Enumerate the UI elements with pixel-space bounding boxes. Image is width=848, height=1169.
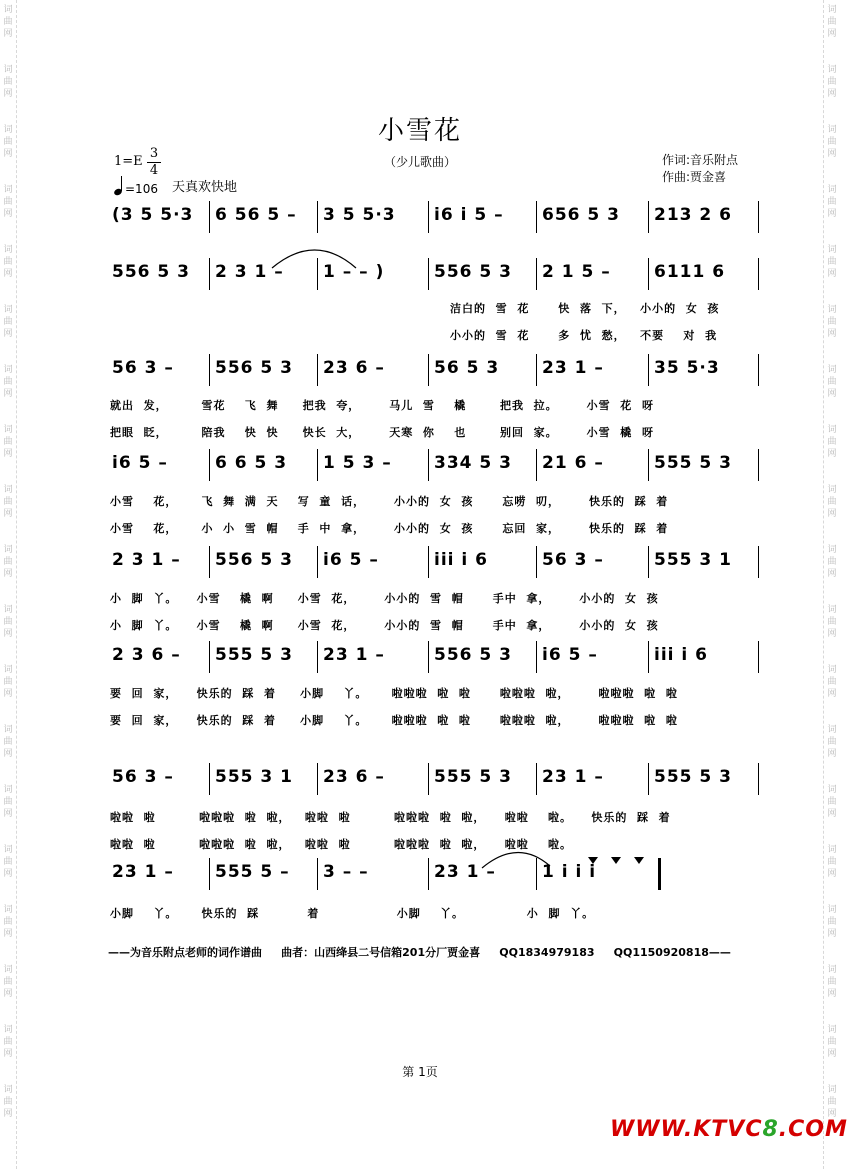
watermark-unit: 词 曲 网 xyxy=(827,845,837,879)
watermark-unit: 词 曲 网 xyxy=(3,965,13,999)
watermark-unit: 词 曲 网 xyxy=(827,185,837,219)
watermark-unit: 词 曲 网 xyxy=(3,485,13,519)
measure: 555 5 – xyxy=(215,862,290,882)
watermark-unit: 词 曲 网 xyxy=(827,5,837,39)
lyric-line: 把眼 眨， 陪我 快 快 快长 大， 天寒 你 也 别回 家。 小雪 橇 呀 xyxy=(110,426,654,439)
watermark-unit: 词 曲 网 xyxy=(3,425,13,459)
watermark-unit: 词 曲 网 xyxy=(827,545,837,579)
lyric-line: 啦啦 啦 啦啦啦 啦 啦， 啦啦 啦 啦啦啦 啦 啦， 啦啦 啦。 xyxy=(110,838,573,851)
measure: 334 5 3 xyxy=(434,453,512,473)
watermark-unit: 词 曲 网 xyxy=(3,125,13,159)
measure: 3 – – xyxy=(323,862,369,882)
measure: 555 5 3 xyxy=(434,767,512,787)
measure: 555 5 3 xyxy=(215,645,293,665)
watermark-unit: 词 曲 网 xyxy=(827,65,837,99)
measure: 1 i i i xyxy=(542,862,597,882)
measure: i6 5 – xyxy=(323,550,379,570)
page-number: 第 1页 xyxy=(402,1065,438,1079)
measure: 555 3 1 xyxy=(215,767,293,787)
meter-top: 3 xyxy=(149,146,159,161)
measure: 23 1 – xyxy=(542,767,604,787)
measure: 23 1 – xyxy=(112,862,174,882)
lyric-line: 啦啦 啦 啦啦啦 啦 啦， 啦啦 啦 啦啦啦 啦 啦， 啦啦 啦。 快乐的 踩 着 xyxy=(110,811,671,824)
watermark-unit: 词 曲 网 xyxy=(3,545,13,579)
measure: 656 5 3 xyxy=(542,205,620,225)
lyric-line: 小 脚 丫。 小雪 橇 啊 小雪 花， 小小的 雪 帽 手中 拿， 小小的 女 孩 xyxy=(110,592,659,605)
measure: 556 5 3 xyxy=(215,358,293,378)
watermark-unit: 词 曲 网 xyxy=(827,725,837,759)
measure: 35 5·3 xyxy=(654,358,720,378)
measure: 56 5 3 xyxy=(434,358,500,378)
measure: 23 1 – xyxy=(542,358,604,378)
measure: 555 5 3 xyxy=(654,767,732,787)
lyric-line: 小脚 丫。 快乐的 踩 着 小脚 丫。 小 脚 丫。 xyxy=(110,907,595,920)
watermark-unit: 词 曲 网 xyxy=(3,665,13,699)
footer-note: ——为音乐附点老师的词作谱曲 曲者：山西绛县二号信箱201分厂贾金喜 QQ1834979183 QQ1150920818—— xyxy=(108,946,731,959)
lyric-line: 要 回 家， 快乐的 踩 着 小脚 丫。 啦啦啦 啦 啦 啦啦啦 啦， 啦啦啦 啦 啦 xyxy=(110,687,678,700)
measure: i6 5 – xyxy=(112,453,168,473)
watermark-unit: 词 曲 网 xyxy=(827,965,837,999)
measure: 213 2 6 xyxy=(654,205,732,225)
watermark-unit: 词 曲 网 xyxy=(827,365,837,399)
measure: 23 1 – xyxy=(434,862,496,882)
measure: 2 3 1 – xyxy=(112,550,181,570)
measure: 6111 6 xyxy=(654,262,726,282)
measure: iii i 6 xyxy=(434,550,488,570)
slur-row2 xyxy=(272,250,356,268)
measure: 556 5 3 xyxy=(112,262,190,282)
watermark-unit: 词 曲 网 xyxy=(827,305,837,339)
measure: (3 5 5·3 xyxy=(112,205,194,225)
watermark-unit: 词 曲 网 xyxy=(3,5,13,39)
measure: 23 1 – xyxy=(323,645,385,665)
measure: 1 5 3 – xyxy=(323,453,392,473)
measure: 1 – – ) xyxy=(323,262,385,282)
watermark-unit: 词 曲 网 xyxy=(827,785,837,819)
measure: 556 5 3 xyxy=(434,262,512,282)
measure: 2 1 5 – xyxy=(542,262,611,282)
measure: iii i 6 xyxy=(654,645,708,665)
measure: 6 56 5 – xyxy=(215,205,297,225)
measure: 556 5 3 xyxy=(434,645,512,665)
watermark-unit: 词 曲 网 xyxy=(3,845,13,879)
measure: 555 3 1 xyxy=(654,550,732,570)
watermark-unit: 词 曲 网 xyxy=(3,1085,13,1119)
measure: 2 3 6 – xyxy=(112,645,181,665)
slur-row8 xyxy=(482,852,550,868)
measure: i6 i 5 – xyxy=(434,205,504,225)
measure: 3 5 5·3 xyxy=(323,205,396,225)
watermark-unit: 词 曲 网 xyxy=(827,485,837,519)
watermark-unit: 词 曲 网 xyxy=(3,725,13,759)
composer: 作曲:贾金喜 xyxy=(662,170,727,184)
lyric-line: 小雪 花， 飞 舞 满 天 写 童 话， 小小的 女 孩 忘唠 叨， 快乐的 踩 着 xyxy=(110,495,669,508)
lyric-line: 小小的 雪 花 多 忧 愁， 不要 对 我 xyxy=(450,329,718,342)
measure: 556 5 3 xyxy=(215,550,293,570)
song-subtitle: （少儿歌曲） xyxy=(383,155,456,169)
watermark-unit: 词 曲 网 xyxy=(827,605,837,639)
watermark-unit: 词 曲 网 xyxy=(3,605,13,639)
site-logo: WWW.KTVC8.COM xyxy=(610,1117,848,1142)
watermark-unit: 词 曲 网 xyxy=(3,185,13,219)
watermark-unit: 词 曲 网 xyxy=(827,905,837,939)
measure: 2 3 1 – xyxy=(215,262,284,282)
measure: 56 3 – xyxy=(112,358,174,378)
watermark-unit: 词 曲 网 xyxy=(3,245,13,279)
song-title: 小雪花 xyxy=(377,116,462,146)
accent-marks xyxy=(588,857,644,864)
tempo-value: =106 xyxy=(125,182,158,196)
measure: 56 3 – xyxy=(112,767,174,787)
measure: 23 6 – xyxy=(323,767,385,787)
watermark-unit: 词 曲 网 xyxy=(827,1085,837,1119)
watermark-unit: 词 曲 网 xyxy=(827,1025,837,1059)
watermark-unit: 词 曲 网 xyxy=(3,785,13,819)
watermark-unit: 词 曲 网 xyxy=(3,305,13,339)
lyric-line: 小雪 花， 小 小 雪 帽 手 中 拿， 小小的 女 孩 忘回 家， 快乐的 踩 着 xyxy=(110,522,669,535)
watermark-unit: 词 曲 网 xyxy=(827,425,837,459)
lyric-line: 洁白的 雪 花 快 落 下， 小小的 女 孩 xyxy=(450,302,720,315)
measure: 6 6 5 3 xyxy=(215,453,288,473)
watermark-unit: 词 曲 网 xyxy=(3,1025,13,1059)
watermark-unit: 词 曲 网 xyxy=(3,905,13,939)
key-signature: 1=E xyxy=(114,154,143,169)
meter-bottom: 4 xyxy=(149,163,159,178)
lyric-line: 要 回 家， 快乐的 踩 着 小脚 丫。 啦啦啦 啦 啦 啦啦啦 啦， 啦啦啦 啦 啦 xyxy=(110,714,678,727)
watermark-unit: 词 曲 网 xyxy=(827,245,837,279)
watermark-unit: 词 曲 网 xyxy=(827,125,837,159)
lyric-line: 小 脚 丫。 小雪 橇 啊 小雪 花， 小小的 雪 帽 手中 拿， 小小的 女 孩 xyxy=(110,619,659,632)
watermark-unit: 词 曲 网 xyxy=(3,65,13,99)
measure: 555 5 3 xyxy=(654,453,732,473)
lyric-line: 就出 发， 雪花 飞 舞 把我 夸， 马儿 雪 橇 把我 拉。 小雪 花 呀 xyxy=(110,399,654,412)
measure: i6 5 – xyxy=(542,645,598,665)
watermark-unit: 词 曲 网 xyxy=(3,365,13,399)
lyricist: 作词:音乐附点 xyxy=(662,153,739,167)
measure: 23 6 – xyxy=(323,358,385,378)
watermark-unit: 词 曲 网 xyxy=(827,665,837,699)
measure: 21 6 – xyxy=(542,453,604,473)
measure: 56 3 – xyxy=(542,550,604,570)
expression-mark: 天真欢快地 xyxy=(172,180,238,195)
